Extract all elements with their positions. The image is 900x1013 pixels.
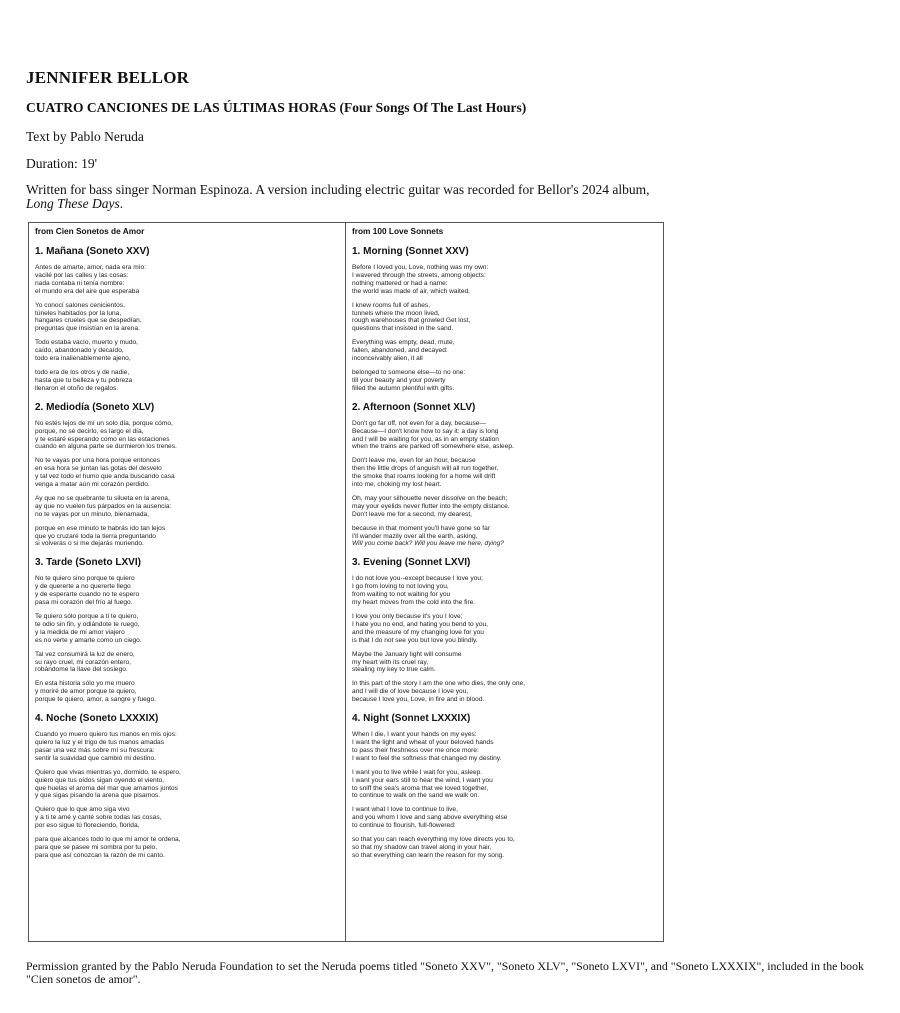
poem-line: I love you only because it's you I love;	[352, 613, 463, 620]
poem-line: the world was made of air, which waited.	[352, 287, 471, 295]
poem-line: filled the autumn plentiful with gifts.	[352, 384, 455, 392]
english-stanza	[352, 613, 663, 645]
spanish-stanza	[35, 339, 345, 363]
spanish-section-title: 3. Tarde (Soneto LXVI)	[35, 557, 141, 569]
poem-line: caído, abandonado y decaído,	[35, 347, 124, 355]
spanish-column-header: from Cien Sonetos de Amor	[35, 226, 145, 236]
english-stanza	[352, 575, 663, 607]
spanish-section-title: 1. Mañana (Soneto XXV)	[35, 246, 150, 257]
english-stanza	[352, 420, 663, 452]
poem-line: and the measure of my changing love for you	[352, 628, 484, 636]
poem-line: todo era de los otros y de nadie,	[35, 368, 130, 376]
english-section-title: 1. Morning (Sonnet XXV)	[352, 246, 469, 257]
poem-line: my heart moves from the cold into the fire.	[352, 599, 476, 607]
poem-line: the smoke that roams looking for a home will drift	[352, 473, 496, 481]
spanish-stanza	[35, 457, 345, 489]
poem-line: from waiting to not waiting for you	[352, 591, 451, 599]
poem-line: nada contaba ni tenía nombre:	[35, 279, 125, 287]
poem-line: que huelas el aroma del mar que amamos juntos	[35, 784, 178, 792]
poem-line: Because—I don't know how to say it: a day is long	[352, 427, 499, 435]
poem-line: Antes de amarte, amor, nada era mío:	[35, 264, 147, 271]
poem-line: tunnels where the moon lived,	[352, 309, 440, 317]
poem-line: hasta que tu belleza y tu pobreza	[35, 376, 133, 384]
poem-line: Oh, may your silhouette never dissolve on the beach;	[352, 494, 508, 502]
poem-line: stealing my key to true calm.	[352, 666, 436, 674]
poem-line: y que sigas pisando la arena que pisamos.	[35, 792, 160, 800]
poem-line: I hate you no end, and hating you bend to you,	[352, 620, 489, 628]
work-title: CUATRO CANCIONES DE LAS ÚLTIMAS HORAS (Four Songs Of The Last Hours)	[26, 100, 527, 115]
spanish-stanza	[35, 369, 345, 393]
spanish-column	[29, 223, 346, 941]
description-main: Written for bass singer Norman Espinoza. A version including electric guitar was recorded for Bellor's 2024 album,	[26, 182, 650, 197]
poem-line: Maybe the January light will consume	[352, 650, 462, 658]
description-end: .	[119, 196, 124, 211]
poem-line: Don't go far off, not even for a day, because—	[352, 419, 487, 427]
poem-line: fallen, abandoned, and decayed:	[352, 347, 448, 355]
poem-line: No te vayas por una hora porque entonces	[35, 457, 160, 465]
poem-line: so that my shadow can travel along in your hair,	[352, 843, 492, 851]
english-stanza	[352, 457, 663, 489]
poem-line: belonged to someone else—to no one:	[352, 368, 466, 376]
poem-line: y de esperarte cuando no te espero	[35, 591, 140, 599]
poem-line: Quiero que vivas mientras yo, dormido, te espero,	[35, 768, 181, 776]
poem-line: venga a matar aún mi corazón perdido.	[35, 481, 150, 489]
poem-line: para que alcances todo lo que mi amor te ordena,	[35, 836, 181, 844]
english-stanza	[352, 769, 663, 801]
poem-line: to continue to flourish, full-flowered:	[352, 822, 456, 830]
english-stanza	[352, 495, 663, 519]
poem-line: Before I loved you, Love, nothing was my own:	[352, 264, 489, 271]
poem-line: I'll wander mazily over all the earth, asking,	[352, 532, 478, 540]
description	[26, 183, 876, 211]
poem-line: y a ti te amé y canté sobre todas las cosas,	[35, 814, 162, 822]
spanish-stanza	[35, 651, 345, 675]
spanish-stanza	[35, 806, 345, 830]
poem-line: quiero la luz y el trigo de tus manos amadas	[35, 738, 165, 746]
poem-line: because in that moment you'll have gone so far	[352, 524, 490, 532]
permission-note: Permission granted by the Pablo Neruda Foundation to set the Neruda poems titled "Soneto XXV", "Soneto XLV", "Soneto LXVI", and "Soneto LXXXIX", included in the book "Cien sonetos de amor".	[26, 959, 864, 986]
english-stanza	[352, 680, 663, 704]
poem-line: so that you can reach everything my love directs you to,	[352, 836, 515, 844]
poem-line: todo era inalienablemente ajeno,	[35, 355, 131, 363]
poem-line: I want the light and wheat of your beloved hands	[352, 738, 494, 746]
poem-line: te odio sin fin, y odiándote te ruego,	[35, 620, 140, 628]
poem-line: preguntas que insistían en la arena.	[35, 325, 140, 333]
poem-line: para que así conozcan la razón de mi canto.	[35, 851, 165, 859]
poem-line: then the little drops of anguish will all run together,	[352, 465, 499, 473]
poem-line: robándome la llave del sosiego.	[35, 666, 128, 674]
spanish-stanza	[35, 495, 345, 519]
text-credit: Text by Pablo Neruda	[26, 129, 144, 144]
poem-line: y de quererte a no quererte llego	[35, 583, 131, 591]
poem-line: No te quiero sino porque te quiero	[35, 575, 135, 583]
english-stanza	[352, 369, 663, 393]
poem-line: questions that insisted in the sand.	[352, 325, 454, 333]
poem-line: Cuando yo muero quiero tus manos en mis ojos:	[35, 731, 177, 739]
english-section-title: 3. Evening (Sonnet LXVI)	[352, 557, 471, 569]
english-stanza	[352, 731, 663, 763]
poem-line: and I will die of love because I love you,	[352, 688, 469, 696]
poem-line: y moriré de amor porque te quiero,	[35, 688, 137, 696]
poem-line: rough warehouses that growled Get lost,	[352, 317, 471, 325]
composer-name: JENNIFER BELLOR	[26, 68, 190, 87]
poem-line: que yo cruzaré toda la tierra preguntando	[35, 532, 156, 540]
poem-line: Yo conocí salones cenicientos,	[35, 301, 125, 309]
english-stanza	[352, 264, 663, 296]
poem-line: y la medida de mi amor viajero	[35, 628, 125, 636]
poem-line: and I will be waiting for you, as in an empty station	[352, 435, 499, 443]
poem-line: when the trains are parked off somewhere else, asleep.	[352, 443, 514, 451]
english-section-title: 2. Afternoon (Sonnet XLV)	[352, 401, 476, 413]
poem-line: I want what I love to continue to live,	[352, 806, 458, 814]
poem-line: y tal vez todo el humo que anda buscando casa	[35, 473, 175, 481]
poem-line: Don't leave me for a second, my dearest,	[352, 510, 473, 518]
poem-line: no te vayas por un minuto, bienamada,	[35, 510, 149, 518]
poem-line: so that everything can learn the reason for my song.	[352, 851, 505, 859]
english-stanza	[352, 525, 663, 549]
english-stanza	[352, 339, 663, 363]
poem-line: When I die, I want your hands on my eyes:	[352, 731, 477, 739]
poem-line: In this part of the story I am the one who dies, the only one,	[352, 680, 526, 688]
poem-line: su rayo cruel, mi corazón entero,	[35, 658, 132, 666]
poem-line: Tal vez consumirá la luz de enero,	[35, 650, 135, 658]
poem-line: I wavered through the streets, among objects:	[352, 271, 486, 279]
spanish-stanza	[35, 836, 345, 860]
poem-line: por eso sigue tú floreciendo, florida,	[35, 822, 140, 830]
spanish-section-title: 2. Mediodía (Soneto XLV)	[35, 401, 155, 413]
poem-line: En esta historia sólo yo me muero	[35, 680, 135, 688]
album-title: Long These Days	[26, 196, 120, 211]
poem-line: No estés lejos de mí un solo día, porque cómo,	[35, 419, 173, 427]
poem-table	[28, 222, 664, 942]
poem-line: túneles habitados por la luna,	[35, 309, 122, 317]
poem-line: I go from loving to not loving you,	[352, 583, 449, 591]
poem-line: Will you come back? Will you leave me here, dying?	[352, 540, 504, 548]
poem-line: Don't leave me, even for an hour, because	[352, 457, 476, 465]
poem-line: because I love you, Love, in fire and in blood.	[352, 696, 485, 704]
poem-line: sentir la suavidad que cambió mi destino.	[35, 754, 156, 762]
poem-line: my heart with its cruel ray,	[352, 658, 429, 666]
poem-line: es no verte y amarte como un ciego.	[35, 636, 142, 644]
poem-line: I do not love you--except because I love you;	[352, 575, 483, 583]
english-column	[346, 223, 663, 941]
poem-line: may your eyelids never flutter into the empty distance.	[352, 502, 510, 510]
spanish-stanza	[35, 302, 345, 334]
spanish-stanza	[35, 731, 345, 763]
duration: Duration: 19'	[26, 156, 98, 171]
spanish-stanza	[35, 769, 345, 801]
english-column-header: from 100 Love Sonnets	[352, 226, 444, 236]
english-stanza	[352, 836, 663, 860]
poem-line: into me, choking my lost heart.	[352, 481, 442, 489]
poem-line: nothing mattered or had a name:	[352, 279, 448, 287]
poem-line: till your beauty and your poverty	[352, 376, 446, 384]
english-stanza	[352, 651, 663, 675]
spanish-stanza	[35, 613, 345, 645]
poem-line: inconceivably alien, it all	[352, 355, 423, 363]
spanish-stanza	[35, 575, 345, 607]
poem-line: porque, no sé decirlo, es largo el día,	[35, 427, 144, 435]
poem-line: pasa mi corazón del frío al fuego.	[35, 599, 133, 607]
poem-line: cuando en alguna parte se durmieron los trenes.	[35, 443, 177, 451]
english-stanza	[352, 302, 663, 334]
poem-line: llenaron el otoño de regalos.	[35, 384, 119, 392]
poem-line: pasar una vez más sobre mí su frescura:	[35, 746, 155, 754]
spanish-stanza	[35, 680, 345, 704]
poem-line: Everything was empty, dead, mute,	[352, 339, 455, 347]
poem-line: el mundo era del aire que esperaba	[35, 287, 140, 295]
poem-line: Quiero que lo que amo siga vivo	[35, 806, 130, 814]
english-stanza	[352, 806, 663, 830]
poem-line: quiero que tus oídos sigan oyendo el viento,	[35, 776, 165, 784]
poem-line: and you whom I love and sang above everything else	[352, 814, 508, 822]
poem-line: I want to feel the softness that changed my destiny.	[352, 754, 502, 762]
poem-line: y te estaré esperando como en las estaciones	[35, 435, 170, 443]
spanish-stanza	[35, 525, 345, 549]
poem-line: to pass their freshness over me once more:	[352, 746, 479, 754]
poem-line: I want your ears still to hear the wind, I want you	[352, 776, 493, 784]
document-header	[26, 68, 876, 211]
spanish-section-title: 4. Noche (Soneto LXXXIX)	[35, 713, 159, 725]
spanish-stanza	[35, 264, 345, 296]
poem-line: para que se pasee mi sombra por tu pelo,	[35, 843, 158, 851]
poem-line: porque en ese minuto te habrás ido tan lejos	[35, 524, 166, 532]
poem-line: hangares crueles que se despedían,	[35, 317, 142, 325]
spanish-stanza	[35, 420, 345, 452]
poem-line: en esa hora se juntan las gotas del desvelo	[35, 465, 162, 473]
poem-line: to sniff the sea's aroma that we loved together,	[352, 784, 489, 792]
poem-line: ay que no vuelen tus párpados en la ausencia:	[35, 502, 172, 510]
poem-line: Todo estaba vacío, muerto y mudo,	[35, 339, 138, 347]
poem-line: I knew rooms full of ashes,	[352, 301, 431, 309]
poem-line: vacilé por las calles y las cosas:	[35, 271, 129, 279]
poem-line: si volverás o si me dejarás muriendo.	[35, 540, 144, 548]
poem-line: Te quiero sólo porque a ti te quiero,	[35, 613, 139, 620]
poem-line: to continue to walk on the sand we walk on.	[352, 792, 480, 800]
poem-line: I want you to live while I wait for you, asleep.	[352, 768, 483, 776]
poem-line: Ay que no se quebrante tu silueta en la arena,	[35, 494, 170, 502]
poem-line: porque te quiero, amor, a sangre y fuego.	[35, 696, 156, 704]
poem-line: is that I do not see you but love you blindly.	[352, 636, 478, 644]
english-section-title: 4. Night (Sonnet LXXXIX)	[352, 713, 471, 725]
